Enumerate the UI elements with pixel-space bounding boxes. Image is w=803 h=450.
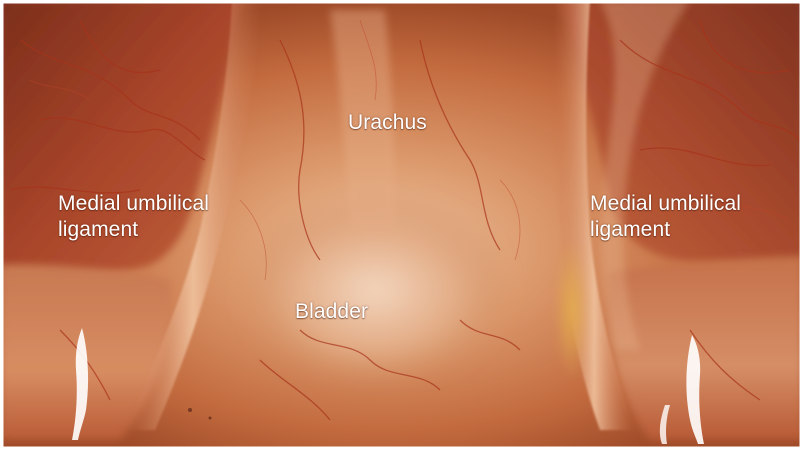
right-label-line1: Medial umbilical — [590, 192, 741, 215]
right-label-line2: ligament — [590, 218, 671, 241]
left-label-line1: Medial umbilical — [58, 192, 209, 215]
left-label-line2: ligament — [58, 218, 139, 241]
bladder-label: Bladder — [295, 300, 369, 323]
right-medial-umbilical-ligament-label — [590, 191, 741, 243]
urachus-label: Urachus — [348, 111, 427, 134]
fat-deposit — [554, 240, 590, 380]
left-medial-umbilical-ligament-label — [58, 191, 209, 243]
